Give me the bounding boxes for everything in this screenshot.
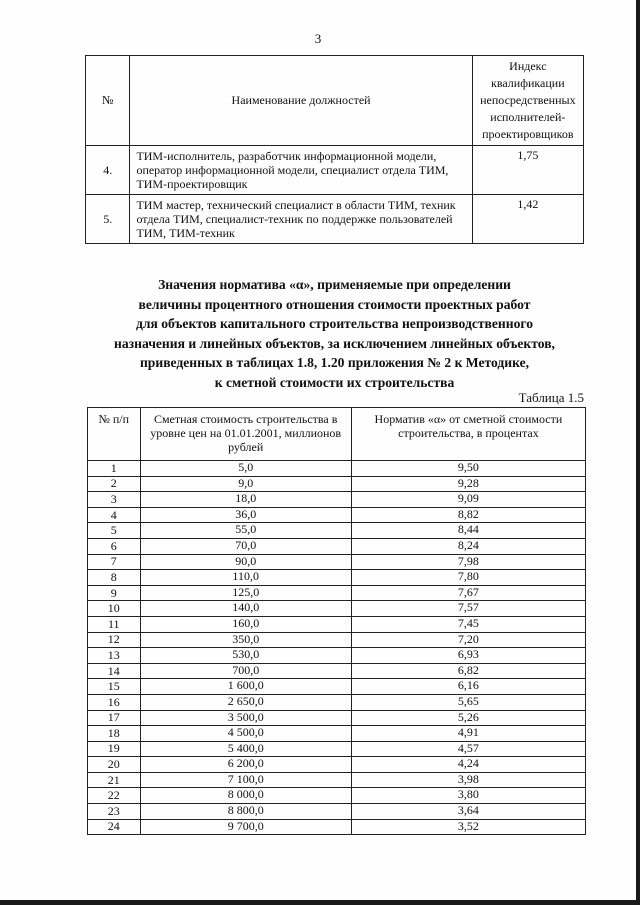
row-estimated-cost: 110,0 xyxy=(140,570,351,586)
table-row xyxy=(88,476,586,492)
header-qualification-index: Индекс квалификации непосредственных исполнителей-проектировщиков xyxy=(472,56,583,146)
row-estimated-cost: 140,0 xyxy=(140,601,351,617)
table-row xyxy=(88,726,586,742)
row-estimated-cost: 350,0 xyxy=(140,632,351,648)
row-number: 3 xyxy=(88,492,141,508)
row-estimated-cost: 4 500,0 xyxy=(140,726,351,742)
row-estimated-cost: 700,0 xyxy=(140,663,351,679)
header-position-name: Наименование должностей xyxy=(130,56,472,146)
row-estimated-cost: 1 600,0 xyxy=(140,679,351,695)
row-alpha-value: 6,16 xyxy=(351,679,585,695)
row-number: 24 xyxy=(88,819,141,835)
row-estimated-cost: 9,0 xyxy=(140,476,351,492)
table-row xyxy=(88,492,586,508)
row-alpha-value: 4,91 xyxy=(351,726,585,742)
row-estimated-cost: 90,0 xyxy=(140,554,351,570)
row-alpha-value: 7,80 xyxy=(351,570,585,586)
table-header-row xyxy=(88,408,586,461)
header-alpha-norm: Норматив «α» от сметной стоимости строительства, в процентах xyxy=(351,408,585,461)
table-row xyxy=(88,788,586,804)
row-alpha-value: 8,44 xyxy=(351,523,585,539)
row-number: 17 xyxy=(88,710,141,726)
row-number: 9 xyxy=(88,585,141,601)
table-row xyxy=(88,679,586,695)
row-alpha-value: 9,09 xyxy=(351,492,585,508)
row-estimated-cost: 125,0 xyxy=(140,585,351,601)
table-row xyxy=(88,616,586,632)
alpha-norm-table xyxy=(87,407,586,835)
table-row xyxy=(88,804,586,820)
row-number: 21 xyxy=(88,772,141,788)
row-alpha-value: 4,57 xyxy=(351,741,585,757)
row-number: 13 xyxy=(88,648,141,664)
row-number: 2 xyxy=(88,476,141,492)
table-row xyxy=(88,523,586,539)
row-number: 12 xyxy=(88,632,141,648)
row-alpha-value: 8,82 xyxy=(351,507,585,523)
positions-table xyxy=(85,55,584,244)
row-estimated-cost: 6 200,0 xyxy=(140,757,351,773)
row-number: 14 xyxy=(88,663,141,679)
table-row xyxy=(86,195,584,244)
row-position-name: ТИМ мастер, технический специалист в области ТИМ, техник отдела ТИМ, специалист-техник по поддержке пользователей ТИМ, ТИМ-техник xyxy=(130,195,472,244)
table-row xyxy=(88,648,586,664)
table-row xyxy=(88,507,586,523)
row-number: 19 xyxy=(88,741,141,757)
row-estimated-cost: 70,0 xyxy=(140,538,351,554)
row-number: 15 xyxy=(88,679,141,695)
row-alpha-value: 8,24 xyxy=(351,538,585,554)
row-estimated-cost: 18,0 xyxy=(140,492,351,508)
table-row xyxy=(88,741,586,757)
row-number: 5. xyxy=(86,195,130,244)
row-alpha-value: 6,93 xyxy=(351,648,585,664)
table-row xyxy=(88,663,586,679)
row-number: 6 xyxy=(88,538,141,554)
row-estimated-cost: 3 500,0 xyxy=(140,710,351,726)
row-number: 11 xyxy=(88,616,141,632)
table-row xyxy=(88,710,586,726)
row-estimated-cost: 8 000,0 xyxy=(140,788,351,804)
table-number-label: Таблица 1.5 xyxy=(518,390,584,405)
row-number: 5 xyxy=(88,523,141,539)
table-row xyxy=(88,601,586,617)
table-row xyxy=(88,570,586,586)
table-row xyxy=(88,694,586,710)
heading-line: приведенных в таблицах 1.8, 1.20 приложения № 2 к Методике, xyxy=(139,355,530,371)
row-estimated-cost: 160,0 xyxy=(140,616,351,632)
row-estimated-cost: 9 700,0 xyxy=(140,819,351,835)
row-alpha-value: 7,98 xyxy=(351,554,585,570)
row-alpha-value: 3,64 xyxy=(351,804,585,820)
table-row xyxy=(88,757,586,773)
header-row-number: № п/п xyxy=(88,408,141,461)
row-alpha-value: 3,80 xyxy=(351,788,585,804)
heading-line: назначения и линейных объектов, за исключением линейных объектов, xyxy=(114,335,555,351)
heading-line: к сметной стоимости их строительства xyxy=(214,374,455,390)
row-number: 23 xyxy=(88,804,141,820)
header-number: № xyxy=(86,56,130,146)
table-row xyxy=(88,632,586,648)
row-number: 16 xyxy=(88,694,141,710)
row-index-value: 1,75 xyxy=(472,146,583,195)
row-number: 4. xyxy=(86,146,130,195)
page-number: 3 xyxy=(314,31,322,46)
row-alpha-value: 7,45 xyxy=(351,616,585,632)
row-number: 1 xyxy=(88,461,141,477)
table-row xyxy=(86,146,584,195)
table-row xyxy=(88,538,586,554)
row-estimated-cost: 8 800,0 xyxy=(140,804,351,820)
row-number: 4 xyxy=(88,507,141,523)
table-header-row xyxy=(86,56,584,146)
heading-line: Значения норматива «α», применяемые при определении xyxy=(158,277,511,292)
row-index-value: 1,42 xyxy=(472,195,583,244)
row-estimated-cost: 36,0 xyxy=(140,507,351,523)
row-alpha-value: 7,57 xyxy=(351,601,585,617)
table-row xyxy=(88,772,586,788)
row-number: 10 xyxy=(88,601,141,617)
row-number: 7 xyxy=(88,554,141,570)
table-row xyxy=(88,585,586,601)
row-alpha-value: 5,65 xyxy=(351,694,585,710)
row-number: 20 xyxy=(88,757,141,773)
row-alpha-value: 6,82 xyxy=(351,663,585,679)
row-estimated-cost: 55,0 xyxy=(140,523,351,539)
table-row xyxy=(88,554,586,570)
heading-line: для объектов капитального строительства непроизводственного xyxy=(135,316,534,332)
table-row xyxy=(88,819,586,835)
row-alpha-value: 9,28 xyxy=(351,476,585,492)
row-estimated-cost: 5,0 xyxy=(140,461,351,477)
row-number: 8 xyxy=(88,570,141,586)
row-alpha-value: 9,50 xyxy=(351,461,585,477)
row-number: 18 xyxy=(88,726,141,742)
row-estimated-cost: 2 650,0 xyxy=(140,694,351,710)
row-estimated-cost: 530,0 xyxy=(140,648,351,664)
row-estimated-cost: 7 100,0 xyxy=(140,772,351,788)
row-alpha-value: 7,20 xyxy=(351,632,585,648)
row-number: 22 xyxy=(88,788,141,804)
row-estimated-cost: 5 400,0 xyxy=(140,741,351,757)
row-alpha-value: 5,26 xyxy=(351,710,585,726)
row-alpha-value: 3,52 xyxy=(351,819,585,835)
row-alpha-value: 4,24 xyxy=(351,757,585,773)
heading-line: величины процентного отношения стоимости проектных работ xyxy=(138,296,531,312)
row-alpha-value: 3,98 xyxy=(351,772,585,788)
table-row xyxy=(88,461,586,477)
row-position-name: ТИМ-исполнитель, разработчик информационной модели, оператор информационной модели, специалист отдела ТИМ, ТИМ-проектировщик xyxy=(130,146,472,195)
header-estimated-cost: Сметная стоимость строительства в уровне цен на 01.01.2001, миллионов рублей xyxy=(140,408,351,461)
row-alpha-value: 7,67 xyxy=(351,585,585,601)
section-heading xyxy=(85,275,584,393)
